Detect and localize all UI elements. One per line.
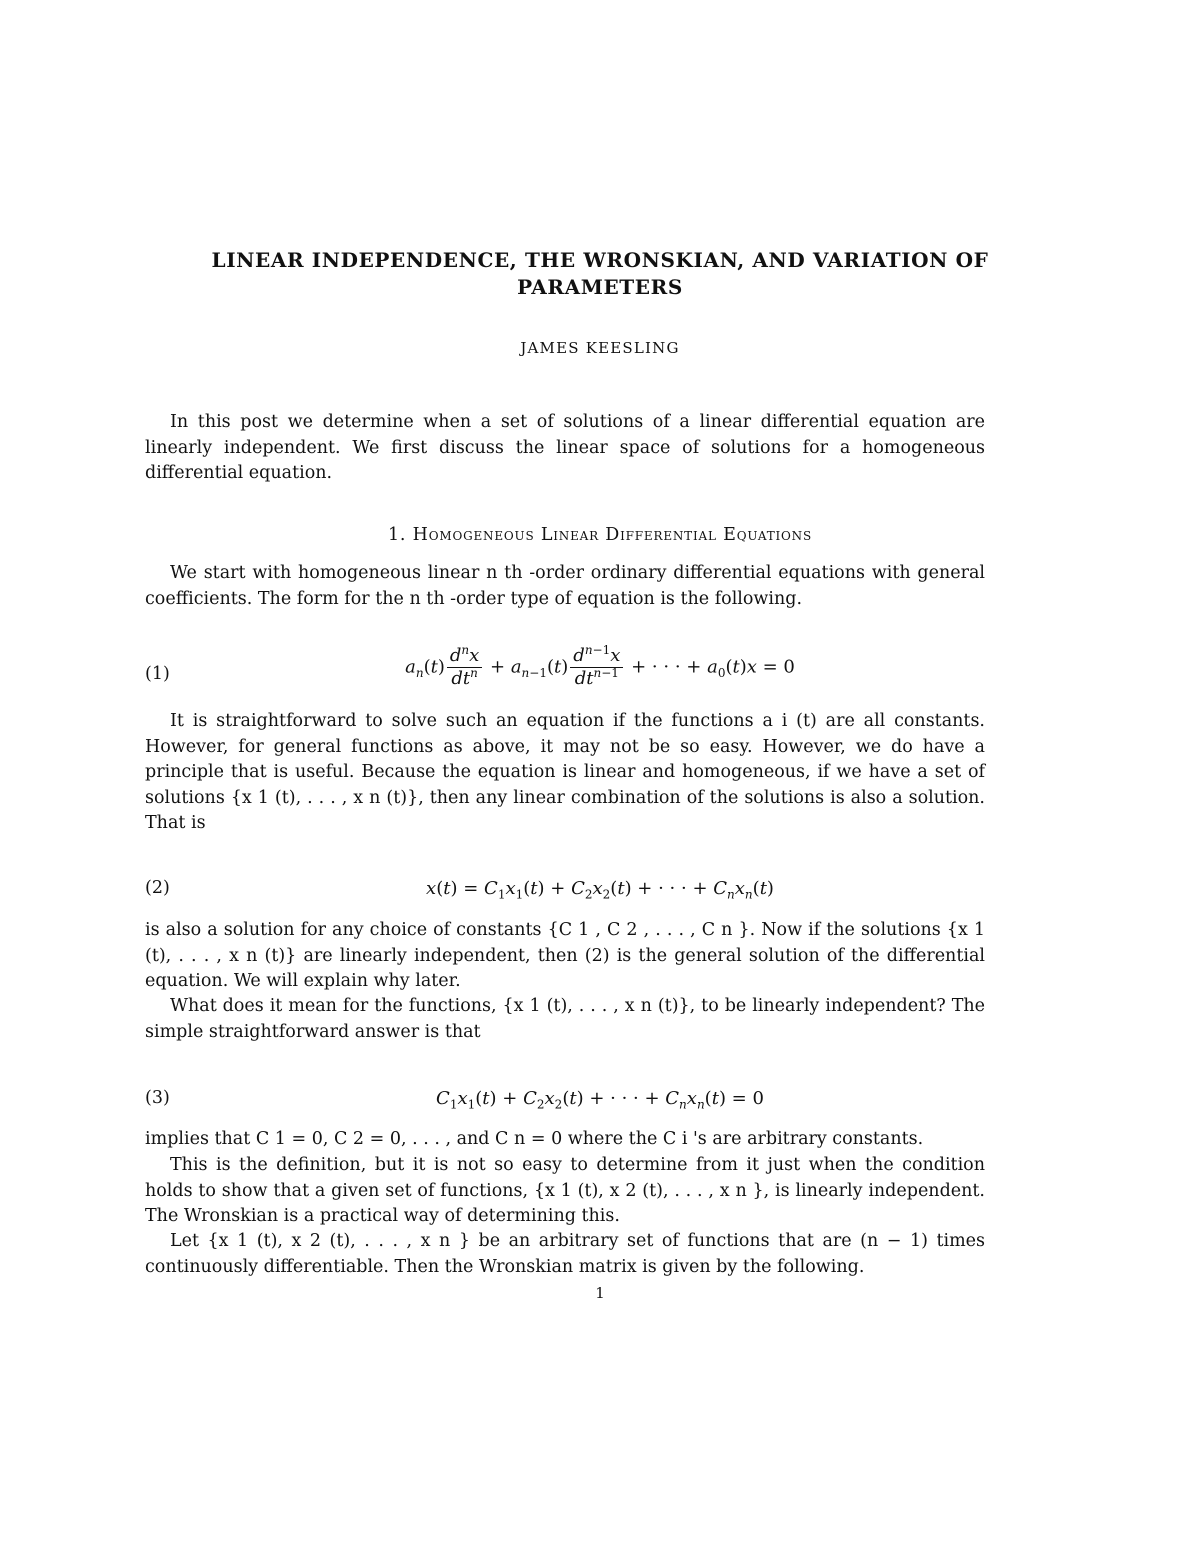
paragraph-7: Let {x 1 (t), x 2 (t), . . . , x n } be an arbitrary set of functions that are (n − 1) times continuously differentiable. Then the Wronskian matrix is given by the following.: [145, 1231, 985, 1277]
intro-paragraph: We start with homogeneous linear n th -order ordinary differential equations with general coefficients. The form for the n th -order type of equation is the following.: [145, 563, 985, 609]
title-line-1: LINEAR INDEPENDENCE, THE WRONSKIAN, AND VARIATION OF: [211, 248, 989, 272]
paragraph-6: This is the definition, but it is not so easy to determine from it just when the condition holds to show that a given set of functions, {x 1 (t), x 2 (t), . . . , x n }, is linearly independent. The Wronskian is a practical way of determining this.: [145, 1155, 985, 1226]
title-line-2: PARAMETERS: [517, 275, 683, 299]
equation-2: $x(t) = C_1x_1(t) + C_2x_2(t)$ + · · · + $C_nx_n(t)$: [426, 878, 774, 902]
equation-2-label: (2): [145, 878, 170, 898]
paper-title: [100, 247, 1100, 301]
paragraph-3: is also a solution for any choice of constants {C 1 , C 2 , . . . , C n }. Now if the solutions {x 1 (t), . . . , x n (t)} are linearly independent, then (2) is the general solution of the differential equation. We will explain why later.: [145, 920, 985, 991]
section-heading: 1. Homogeneous Linear Differential Equations: [388, 525, 812, 545]
paragraph-4: What does it mean for the functions, {x 1 (t), . . . , x n (t)}, to be linearly independent? The simple straightforward answer is that: [145, 996, 985, 1042]
abstract-paragraph: In this post we determine when a set of solutions of a linear differential equation are linearly independent. We first discuss the linear space of solutions for a homogeneous differential equation.: [145, 412, 985, 483]
equation-1: $a_n(t)$ $\frac{d^nx}{dt^n}$ + $a_{n-1}(t)$ $\frac{d^{n-1}x}{dt^{n-1}}$ + · · · + $a_0(t)x = 0$: [405, 643, 795, 689]
equation-1-label: (1): [145, 664, 170, 684]
author-name: JAMES KEESLING: [520, 339, 680, 357]
paragraph-5: implies that C 1 = 0, C 2 = 0, . . . , and C n = 0 where the C i 's are arbitrary constants.: [145, 1129, 924, 1149]
page-number: 1: [595, 1284, 605, 1302]
equation-3-label: (3): [145, 1088, 170, 1108]
paragraph-2: It is straightforward to solve such an equation if the functions a i (t) are all constants. However, for general functions as above, it may not be so easy. However, we do have a principle that is useful. Because the equation is linear and homogeneous, if we have a set of solutions {x 1 (t), . . . , x n (t)}, then any linear combination of the solutions is also a solution. That is: [145, 711, 985, 833]
equation-3: $C_1x_1(t) + C_2x_2(t)$ + · · · + $C_nx_n(t) = 0$: [436, 1088, 764, 1112]
